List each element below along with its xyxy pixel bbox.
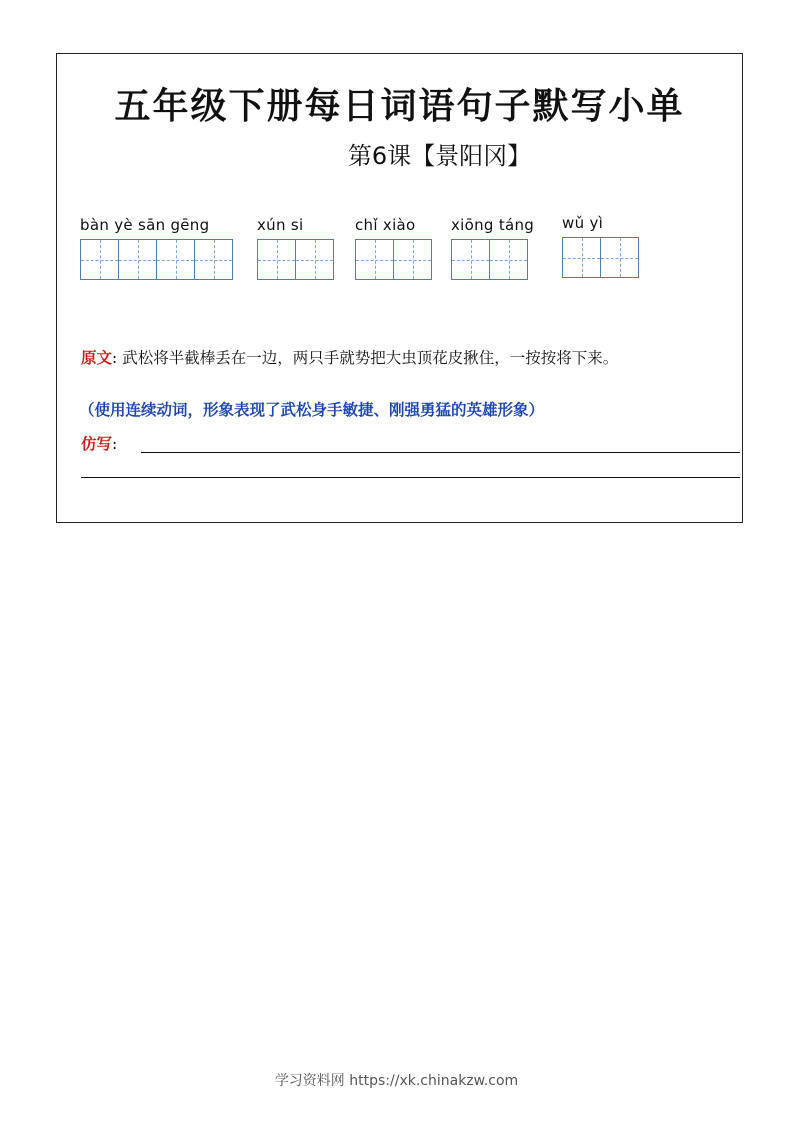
tianzige-box[interactable] bbox=[600, 237, 639, 278]
word-group-1 bbox=[80, 214, 233, 280]
pinyin-label: chǐ xiào bbox=[355, 216, 416, 234]
original-colon: : bbox=[112, 349, 118, 367]
tianzige-box[interactable] bbox=[295, 239, 334, 280]
tianzige-box[interactable] bbox=[562, 237, 601, 278]
pinyin-label: xiōng táng bbox=[451, 216, 535, 234]
tianzige-box[interactable] bbox=[451, 239, 490, 280]
answer-line-2[interactable] bbox=[81, 477, 740, 478]
tianzige-box[interactable] bbox=[257, 239, 296, 280]
footer-source: 学习资料网 https://xk.chinakzw.com bbox=[274, 1073, 519, 1089]
annotation-note: （使用连续动词，形象表现了武松身手敏捷、刚强勇猛的英雄形象） bbox=[79, 400, 545, 419]
writing-grid bbox=[80, 239, 233, 280]
tianzige-box[interactable] bbox=[355, 239, 394, 280]
writing-grid bbox=[562, 237, 639, 278]
word-group-5 bbox=[562, 212, 639, 278]
tianzige-box[interactable] bbox=[118, 239, 157, 280]
imitate-colon: : bbox=[112, 435, 118, 453]
original-label: 原文 bbox=[81, 348, 113, 367]
original-sentence: 武松将半截棒丢在一边，两只手就势把大虫顶花皮揪住，一按按将下来。 bbox=[122, 349, 619, 367]
lesson-title: 第6课【景阳冈】 bbox=[347, 142, 532, 170]
writing-grid bbox=[355, 239, 432, 280]
writing-grid bbox=[451, 239, 534, 280]
imitate-label: 仿写 bbox=[81, 434, 113, 453]
page-title: 五年级下册每日词语句子默写小单 bbox=[114, 85, 685, 127]
tianzige-box[interactable] bbox=[489, 239, 528, 280]
pinyin-label: bàn yè sān gēng bbox=[80, 216, 210, 234]
tianzige-box[interactable] bbox=[156, 239, 195, 280]
answer-line-1[interactable] bbox=[141, 452, 740, 453]
word-group-4 bbox=[451, 214, 534, 280]
word-group-2 bbox=[257, 214, 334, 280]
original-text bbox=[81, 345, 741, 371]
tianzige-box[interactable] bbox=[393, 239, 432, 280]
worksheet-frame bbox=[56, 53, 743, 523]
pinyin-label: wǔ yì bbox=[562, 214, 604, 232]
imitate-row bbox=[81, 431, 741, 457]
tianzige-box[interactable] bbox=[80, 239, 119, 280]
writing-grid bbox=[257, 239, 334, 280]
pinyin-label: xún si bbox=[257, 216, 304, 234]
word-group-3 bbox=[355, 214, 432, 280]
tianzige-box[interactable] bbox=[194, 239, 233, 280]
